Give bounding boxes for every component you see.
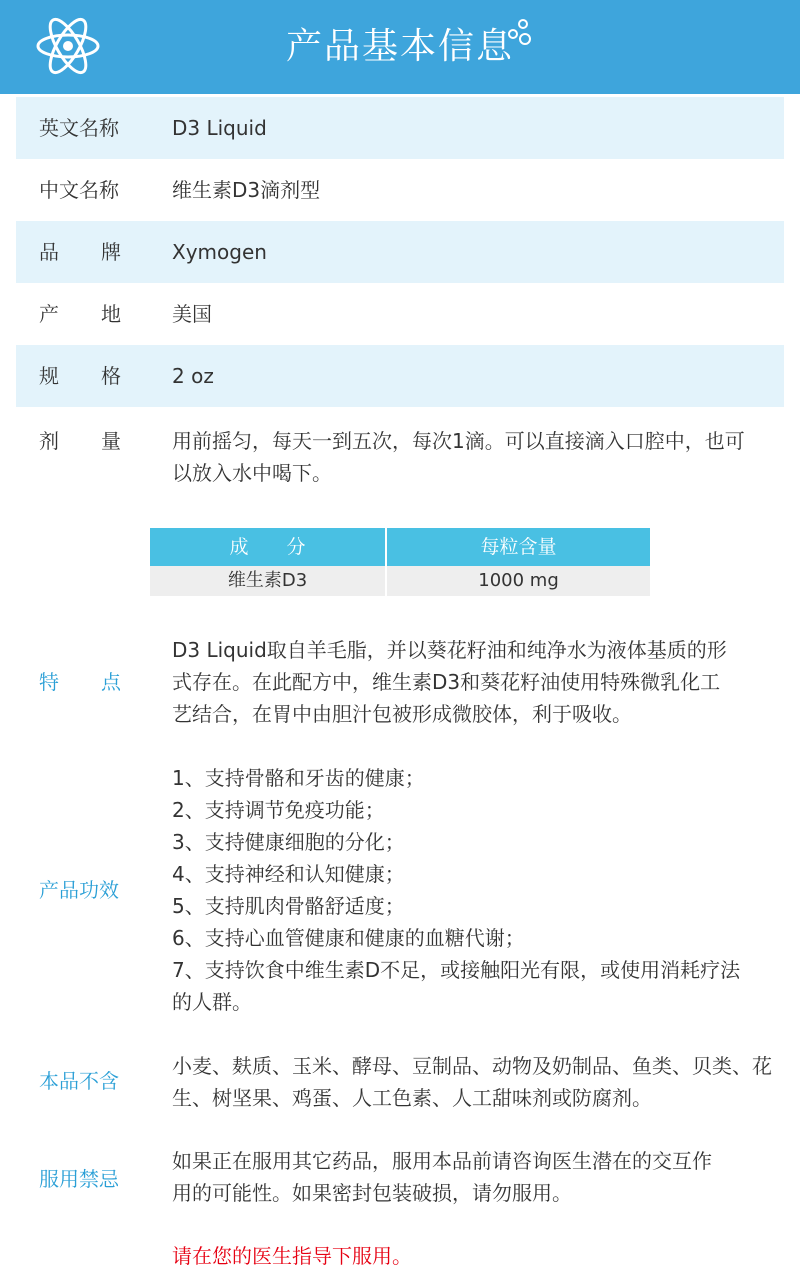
list-item: 2、支持调节免疫功能； (172, 798, 385, 822)
doctor-warning: 请在您的医生指导下服用。 (172, 1244, 412, 1268)
features-label: 特 点 (39, 670, 121, 694)
info-row-brand (16, 221, 784, 283)
table-row (150, 566, 650, 596)
info-value: 维生素D3滴剂型 (172, 178, 321, 202)
contraindications-text: 如果正在服用其它药品，服用本品前请咨询医生潜在的交互作 用的可能性。如果密封包装破损，请勿服用。 (172, 1149, 712, 1205)
table-header (150, 528, 650, 566)
info-label-char: 产 (39, 302, 59, 326)
list-item: 的人群。 (172, 990, 252, 1014)
list-item: 6、支持心血管健康和健康的血糖代谢； (172, 926, 525, 950)
list-item: 7、支持饮食中维生素D不足，或接触阳光有限，或使用消耗疗法 (172, 958, 741, 982)
info-label: 英文名称 (39, 116, 119, 140)
contraindications-label: 服用禁忌 (39, 1167, 119, 1191)
info-label: 中文名称 (39, 178, 119, 202)
info-label-char: 品 (39, 240, 59, 264)
header-banner (0, 0, 800, 94)
dosage-text: 用前摇匀，每天一到五次，每次1滴。可以直接滴入口腔中，也可 以放入水中喝下。 (172, 429, 745, 485)
dosage-label: 剂 量 (39, 429, 121, 453)
header-amount: 每粒含量 (387, 528, 650, 566)
info-value: 美国 (172, 302, 212, 326)
info-row-chinese-name (16, 159, 784, 221)
bubbles-icon (505, 18, 533, 48)
info-row-origin (16, 283, 784, 345)
ingredient-name: 维生素D3 (150, 566, 385, 596)
info-label-char: 格 (101, 364, 121, 388)
info-label-char: 规 (39, 364, 59, 388)
list-item: 1、支持骨骼和牙齿的健康； (172, 766, 425, 790)
header-ingredient: 成 分 (150, 528, 385, 566)
info-label-char: 牌 (101, 240, 121, 264)
ingredients-table (150, 528, 650, 596)
list-item: 5、支持肌肉骨骼舒适度； (172, 894, 405, 918)
info-label-char: 地 (101, 302, 121, 326)
list-item: 3、支持健康细胞的分化； (172, 830, 405, 854)
effects-label: 产品功效 (39, 878, 119, 902)
info-value: 2 oz (172, 364, 214, 388)
excludes-label: 本品不含 (39, 1069, 119, 1093)
ingredient-amount: 1000 mg (387, 566, 650, 596)
excludes-text: 小麦、麸质、玉米、酵母、豆制品、动物及奶制品、鱼类、贝类、花 生、树坚果、鸡蛋、人工色素、人工甜味剂或防腐剂。 (172, 1054, 772, 1110)
page-title: 产品基本信息 (285, 26, 514, 67)
effects-list (172, 762, 752, 1018)
info-value: Xymogen (172, 240, 267, 264)
info-row-english-name (16, 97, 784, 159)
info-row-spec (16, 345, 784, 407)
info-value: D3 Liquid (172, 116, 267, 140)
features-text: D3 Liquid取自羊毛脂，并以葵花籽油和纯净水为液体基质的形 式存在。在此配方中，维生素D3和葵花籽油使用特殊微乳化工 艺结合，在胃中由胆汁包被形成微胶体，利于吸收。 (172, 638, 727, 726)
list-item: 4、支持神经和认知健康； (172, 862, 405, 886)
